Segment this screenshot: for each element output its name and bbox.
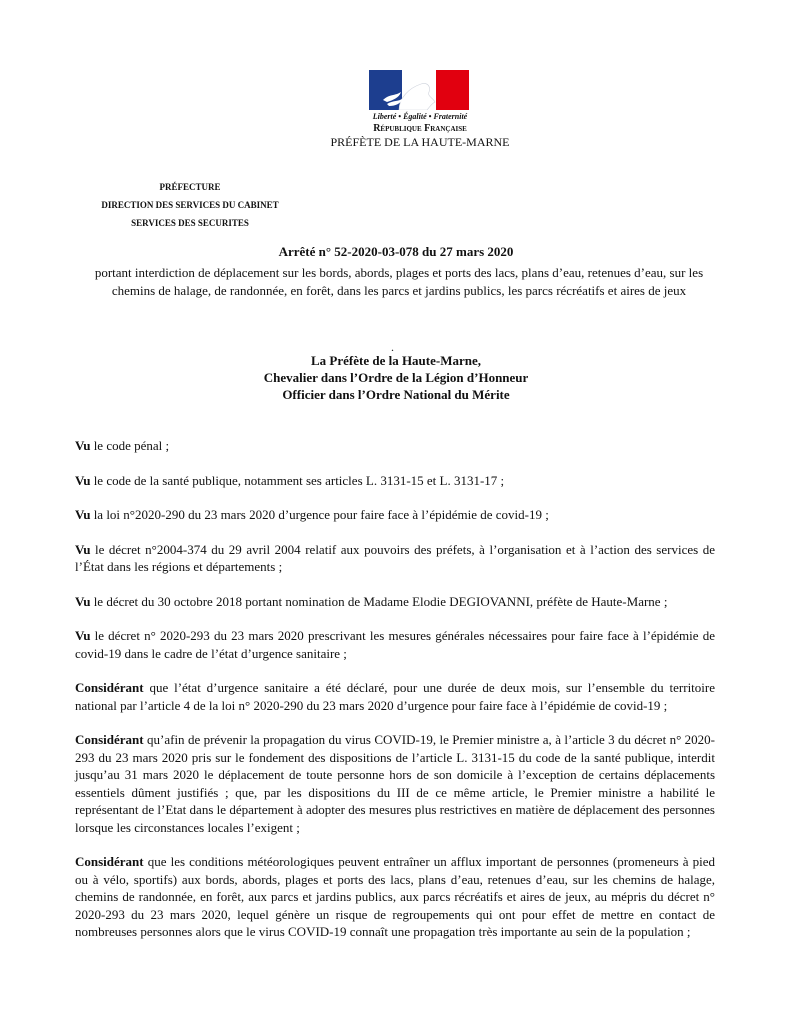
paragraph-lead: Vu xyxy=(75,438,91,453)
paragraph-lead: Considérant xyxy=(75,680,144,695)
prefete-titles xyxy=(0,352,792,403)
prefete-line: La Préfète de la Haute-Marne, xyxy=(310,353,482,368)
paragraph-lead: Considérant xyxy=(75,854,144,869)
services-line: PRÉFECTURE xyxy=(159,182,221,192)
prefete-line: Chevalier dans l’Ordre de la Légion d’Honneur xyxy=(263,370,529,385)
services-block xyxy=(80,178,300,232)
services-line: SERVICES DES SECURITES xyxy=(131,218,249,228)
arrete-title: Arrêté n° 52-2020-03-078 du 27 mars 2020 xyxy=(278,244,514,259)
prefete-line: Officier dans l’Ordre National du Mérite xyxy=(282,387,510,402)
arrete-subtitle: portant interdiction de déplacement sur les bords, abords, plages et ports des lacs, plans d’eau, retenues d’eau, sur les chemins de halage, de randonnée, en forêt, dans les parcs et jardins publics, les parcs récréatifs et aires de jeux xyxy=(94,265,704,298)
paragraph xyxy=(75,627,715,662)
separator-dot: . xyxy=(391,340,394,354)
paragraph-text: le décret n° 2020-293 du 23 mars 2020 prescrivant les mesures générales nécessaires pour faire face à l’épidémie de covid-19 dans le cadre de l’état d’urgence sanitaire ; xyxy=(75,628,715,661)
paragraph-text: que l’état d’urgence sanitaire a été déclaré, pour une durée de deux mois, sur l’ensemble du territoire national par l’article 4 de la loi n° 2020-290 du 23 mars 2020 d’urgence pour faire face à l’épidémie de covid-19 ; xyxy=(75,680,715,713)
paragraph-lead: Vu xyxy=(75,472,91,488)
paragraph-text: la loi n°2020-290 du 23 mars 2020 d’urgence pour faire face à l’épidémie de covid-19 ; xyxy=(90,507,549,522)
marianne-logo xyxy=(369,70,469,110)
paragraph-text: le décret n°2004-374 du 29 avril 2004 relatif aux pouvoirs des préfets, à l’organisation et à l’action des services de l’État dans les régions et départements ; xyxy=(75,541,715,574)
paragraph xyxy=(75,731,715,836)
paragraph xyxy=(75,679,715,714)
prefecture-name: PRÉFÈTE DE LA HAUTE-MARNE xyxy=(330,135,510,149)
paragraph xyxy=(75,506,715,524)
document-body xyxy=(75,437,715,958)
paragraph xyxy=(75,437,715,455)
paragraph-text: qu’afin de prévenir la propagation du virus COVID-19, le Premier ministre a, à l’article 3 du décret n° 2020-293 du 23 mars 2020 pris sur le fondement des dispositions de l’article L. 3131-15 du code de la santé publique, interdit jusqu’au 31 mars 2020 le déplacement de toute personne hors de son domicile à l’exception de certains déplacements essentiels dûment justifiés ; que, par les dispositions du III de ce même article, le Premier ministre a habilité le représentant de l’Etat dans le département à adopter des mesures plus restrictives en matière de déplacement des personnes lorsque les circonstances locales l’exigent ; xyxy=(75,732,715,835)
paragraph-lead: Vu xyxy=(75,507,91,522)
paragraph-lead: Vu xyxy=(75,628,91,643)
paragraph-text: le code pénal ; xyxy=(90,438,170,453)
paragraph-lead: Vu xyxy=(75,541,91,557)
paragraph-text: le code de la santé publique, notamment ses articles L. 3131-15 et L. 3131-17 ; xyxy=(90,472,505,488)
paragraph-lead: Vu xyxy=(75,593,91,609)
republic-name: République Française xyxy=(373,123,467,134)
paragraph-text: le décret du 30 octobre 2018 portant nomination de Madame Elodie DEGIOVANNI, préfète de Haute-Marne ; xyxy=(90,593,668,609)
paragraph-text: que les conditions météorologiques peuvent entraîner un afflux important de personnes (promeneurs à pied ou à vélo, sportifs) aux bords, abords, plages et ports des lacs, plans d’eau, retenues d’eau, sur les chemins de halage, chemins de randonnée, en forêt, aux parcs et jardins publics, aux parcs récréatifs et aires de jeux, au mépris du décret n° 2020-293 du 23 mars 2020, lequel génère un risque de regroupements qui ont pour effet de mettre en contact de nombreuses personnes alors que le virus COVID-19 connaît une propagation très importante au sein de la population ; xyxy=(75,854,715,939)
paragraph-lead: Considérant xyxy=(75,732,144,747)
services-line: DIRECTION DES SERVICES DU CABINET xyxy=(101,200,279,210)
paragraph xyxy=(75,541,715,576)
paragraph xyxy=(75,593,715,611)
republic-motto: Liberté • Égalité • Fraternité xyxy=(372,112,468,121)
paragraph xyxy=(75,472,715,490)
paragraph xyxy=(75,853,715,941)
